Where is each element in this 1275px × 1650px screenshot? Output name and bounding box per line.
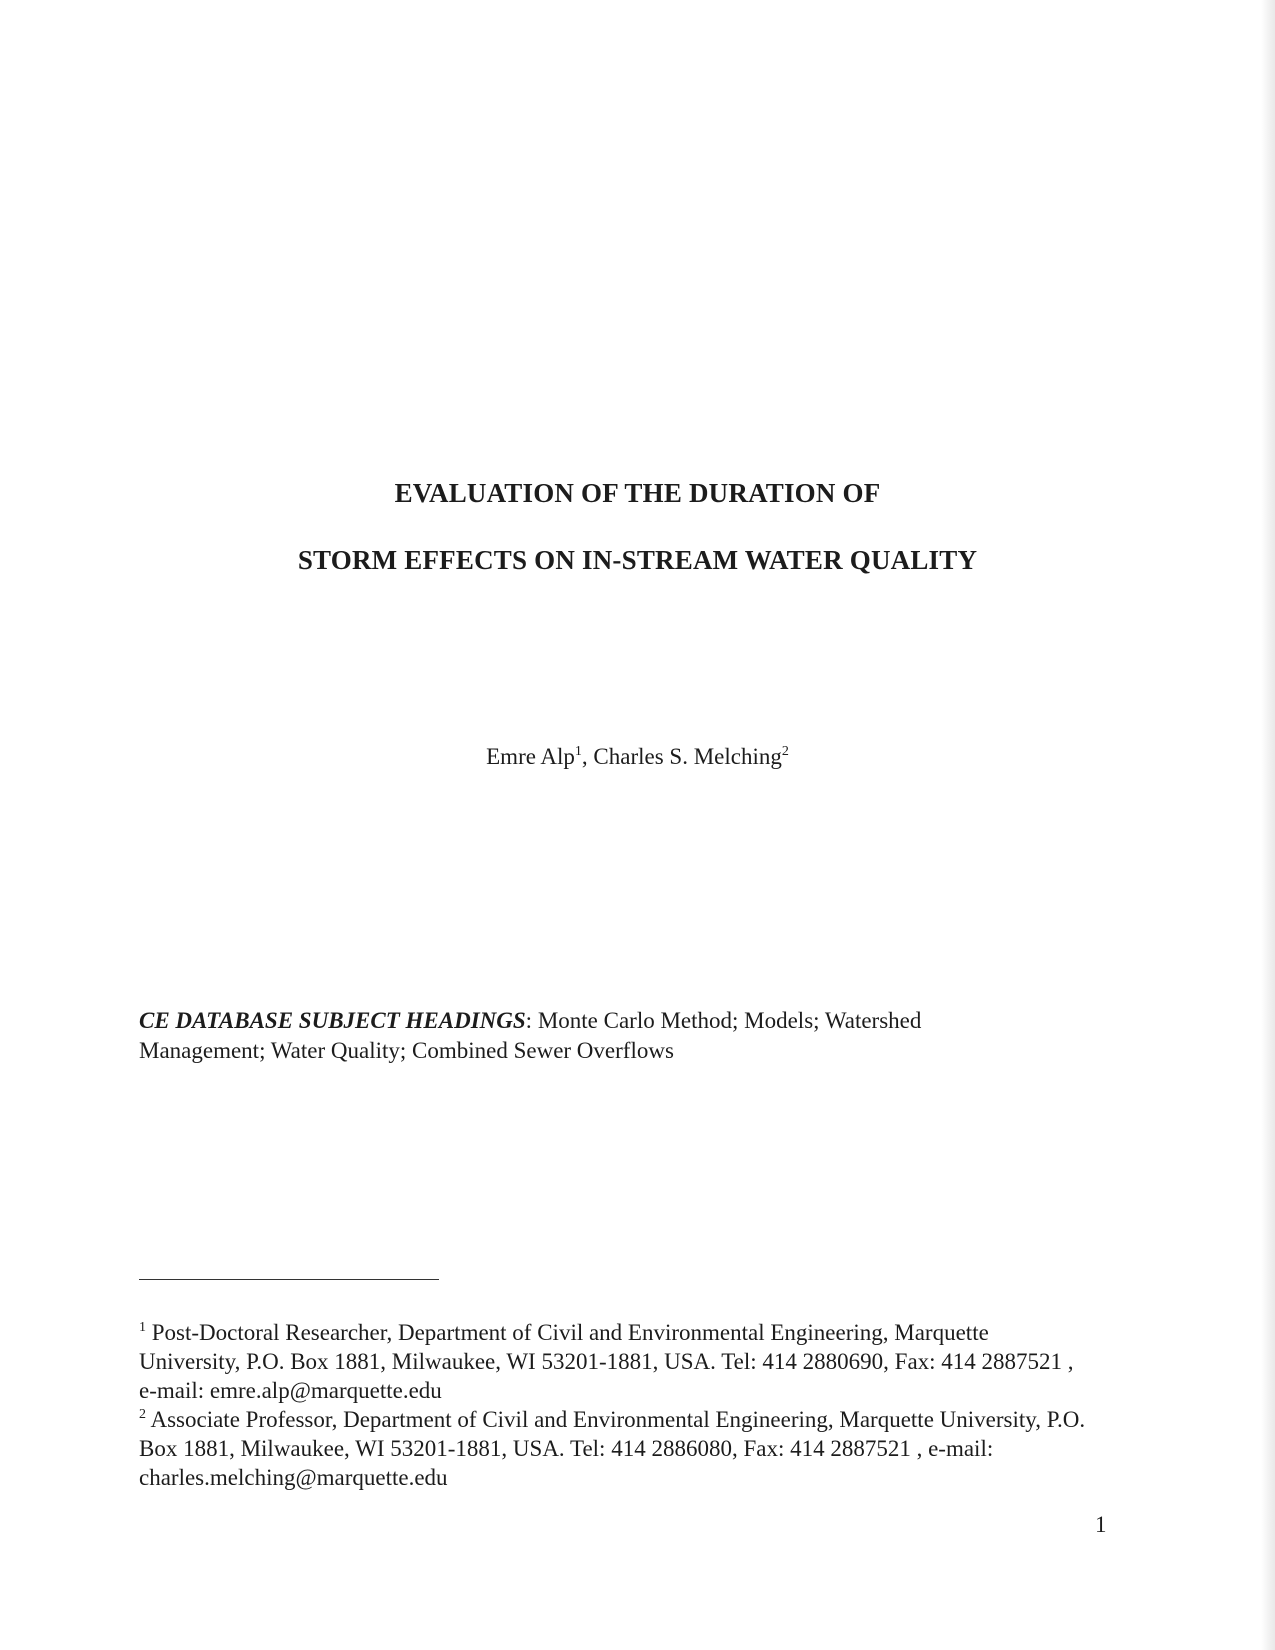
footnote-text: Associate Professor, Department of Civil and Environmental Engineering, Marquette University, P.O. Box 1881, Milwaukee, WI 53201-1881, USA. Tel: 414 2886080, Fax: 414 2887521 , e-mail: charles.melching@marquette.edu [139,1407,1086,1490]
footnote-2 [139,1405,1089,1492]
subject-headings-text: Monte Carlo Method; Models; Watershed Management; Water Quality; Combined Sewer Overflows [139,1008,922,1063]
footnote-number: 2 [139,1407,146,1422]
footnote-marker: 2 [781,744,789,759]
author-name: Emre Alp [486,744,575,769]
subject-headings-label: CE DATABASE SUBJECT HEADINGS [139,1008,526,1033]
footnotes [139,1318,1089,1492]
footnote-text: Post-Doctoral Researcher, Department of Civil and Environmental Engineering, Marquette University, P.O. Box 1881, Milwaukee, WI 53201-1881, USA. Tel: 414 2880690, Fax: 414 2887521 , e-mail: emre.alp@marquette.edu [139,1320,1074,1403]
footnote-separator [139,1279,439,1280]
author-name: Charles S. Melching [593,744,782,769]
subject-headings [139,1006,1039,1066]
page-number: 1 [1095,1512,1107,1537]
author-list [0,744,1275,770]
page-edge-shadow [1261,0,1275,1650]
title-line-1: EVALUATION OF THE DURATION OF [394,478,881,508]
footnote-1 [139,1318,1089,1405]
footnote-number: 1 [139,1320,146,1335]
title-line-2: STORM EFFECTS ON IN-STREAM WATER QUALITY [297,545,978,575]
author-separator: , [581,744,594,769]
subject-headings-colon: : [525,1008,533,1033]
footnote-marker: 1 [574,744,582,759]
